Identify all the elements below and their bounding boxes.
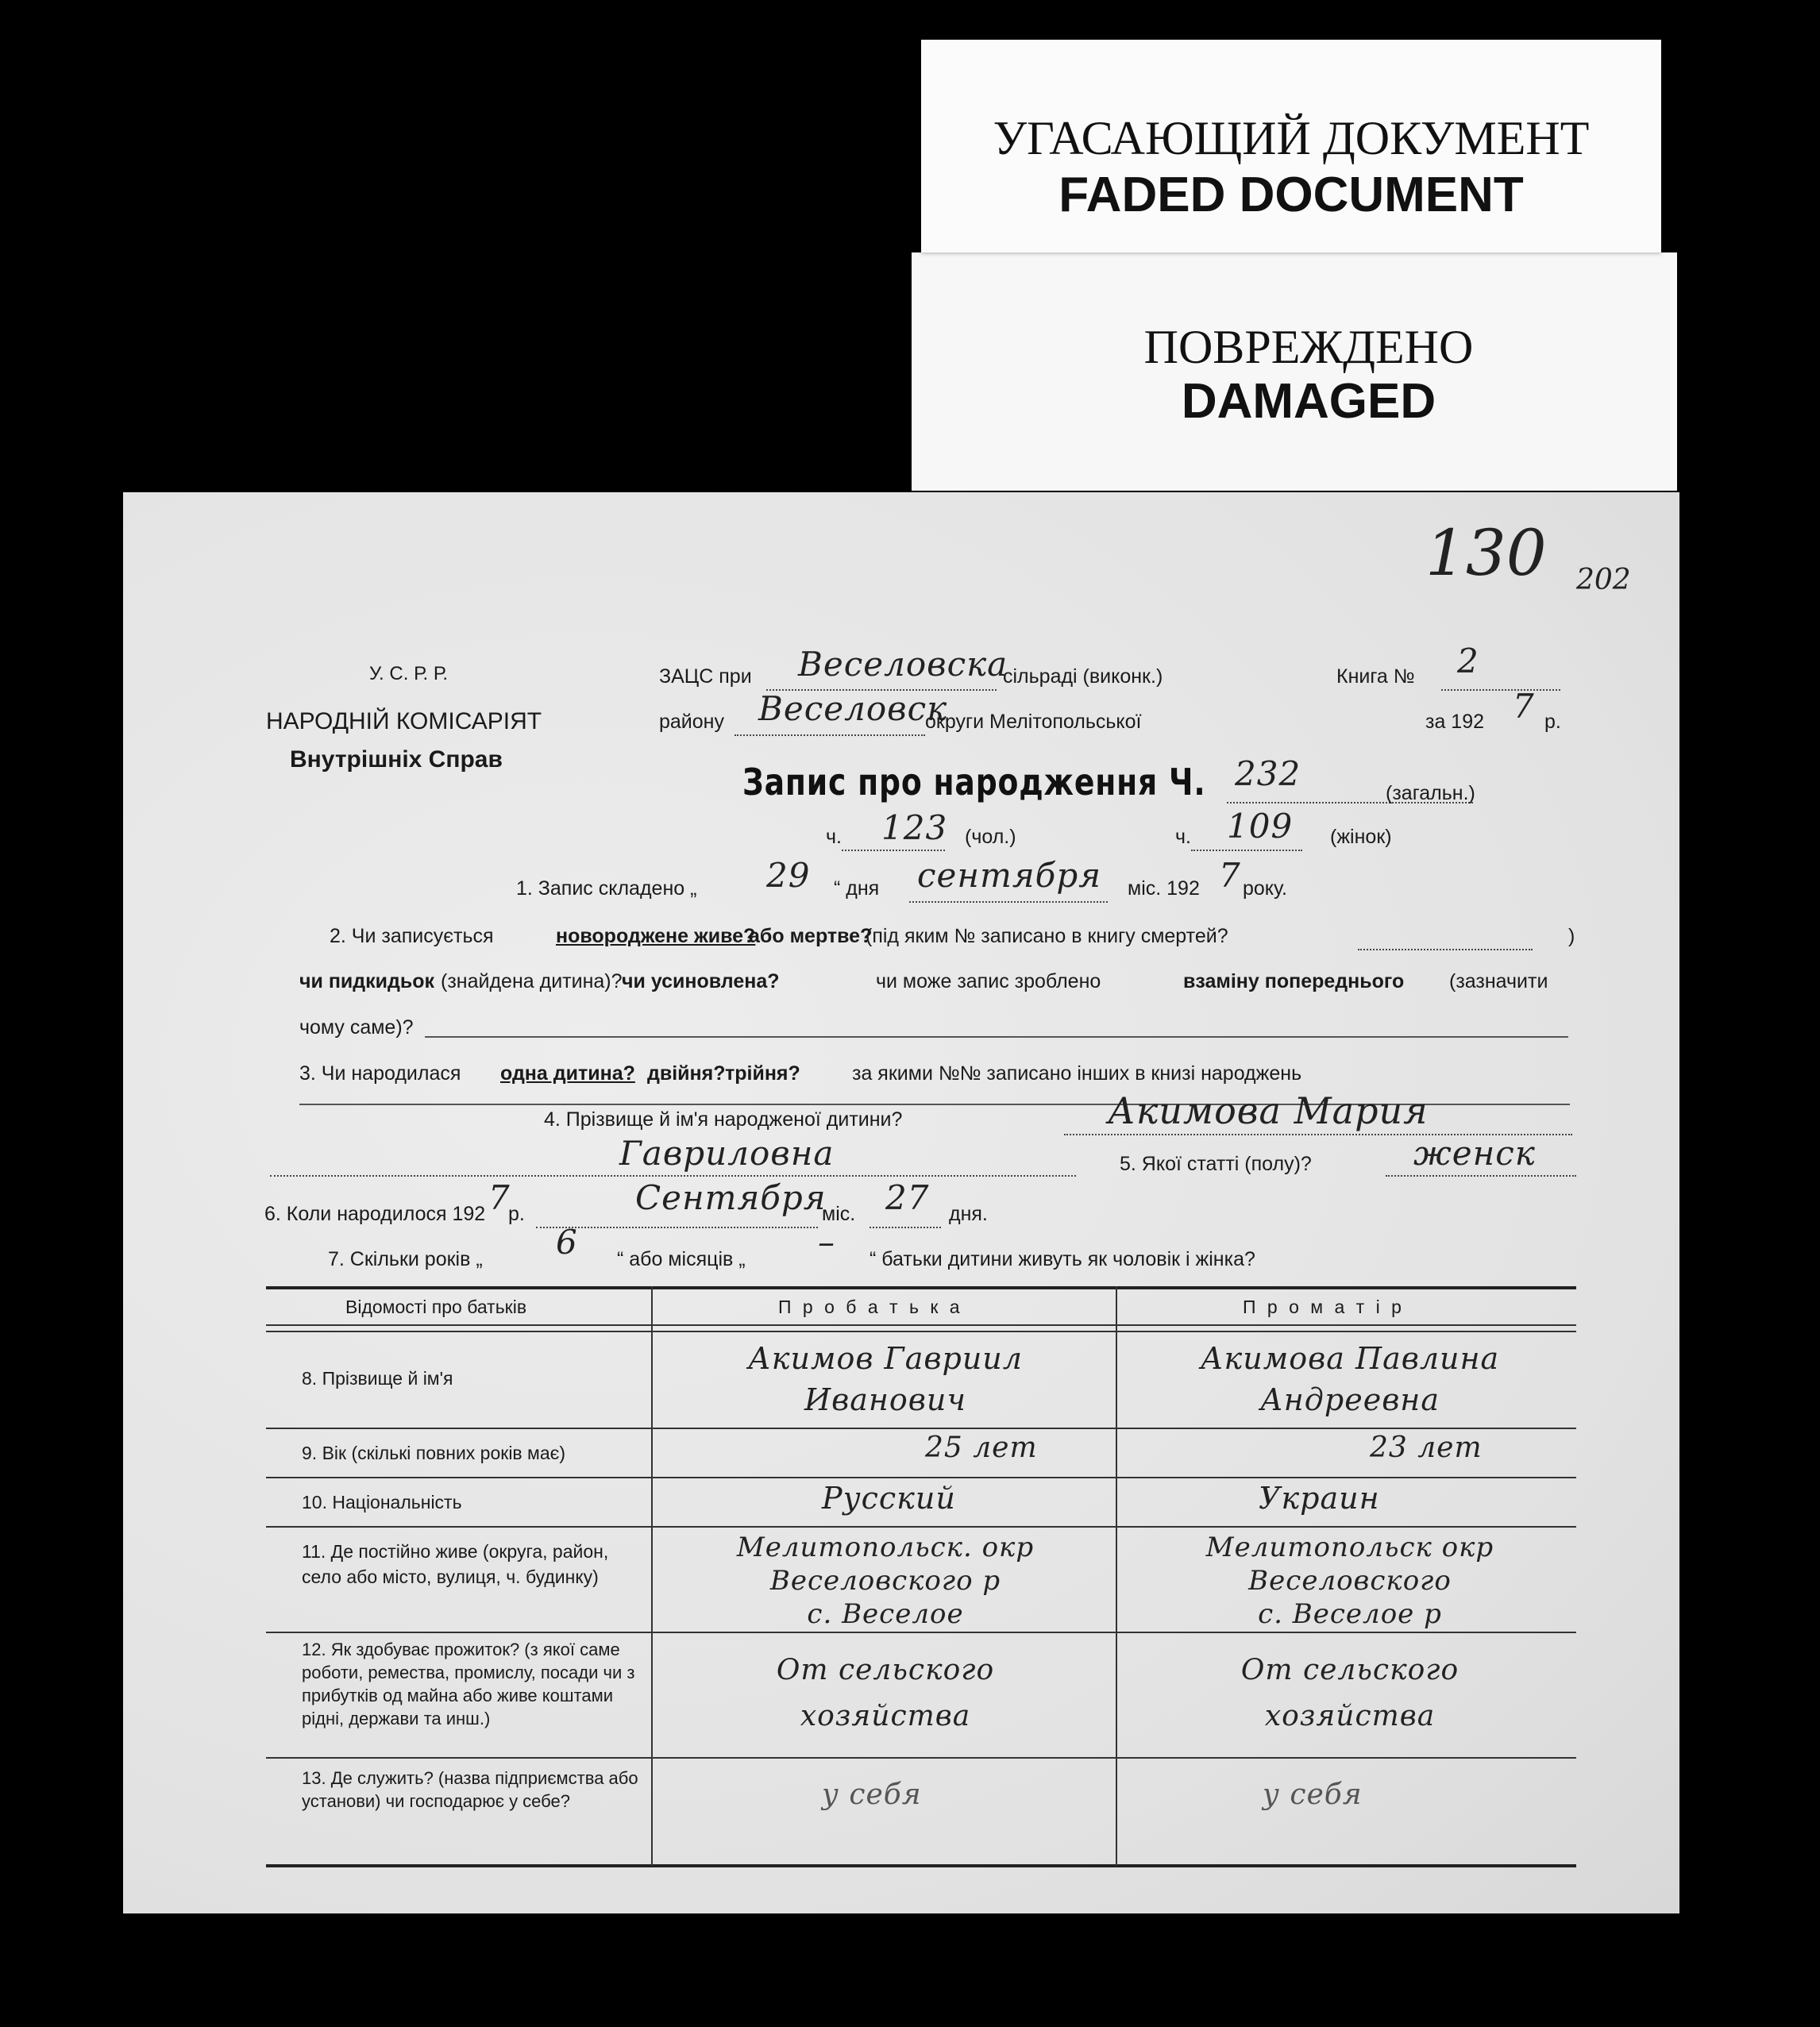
q1-mid: “ дня: [834, 877, 880, 900]
archive-number-small: 202: [1576, 564, 1631, 596]
total-label: (загальн.): [1386, 782, 1475, 804]
father-workplace: у себя: [822, 1778, 922, 1811]
q6-end: дня.: [949, 1203, 988, 1225]
mother-nationality: Украин: [1259, 1481, 1380, 1516]
q6-month: Сентября: [635, 1178, 827, 1217]
parents-table: [266, 1286, 1576, 1866]
zags-prefix: ЗАЦС при: [659, 665, 752, 688]
damaged-label-en: DAMAGED: [1181, 374, 1436, 429]
table-row-label: 11. Де постійно живе (округа, район, село або місто, вулиця, ч. будинку): [302, 1541, 609, 1587]
mother-age: 23 лет: [1370, 1432, 1483, 1464]
district-prefix: району: [659, 711, 724, 733]
q2-a: 2. Чи записується: [330, 925, 494, 947]
q2-maybe: чи може запис зроблено: [876, 970, 1101, 992]
father-name: Акимов Гавриил Иванович: [748, 1341, 1023, 1417]
q2-instead: взаміну попереднього: [1183, 970, 1405, 992]
q2-why: чому саме)?: [299, 1016, 414, 1039]
faded-label-en: FADED DOCUMENT: [1058, 168, 1524, 222]
q2-c: або мертве?: [749, 925, 873, 947]
q7-months: –: [818, 1223, 835, 1262]
header-ussr: У. С. Р. Р.: [369, 663, 449, 684]
q1-suffix: міс. 192: [1128, 877, 1200, 900]
female-prefix: ч.: [1175, 826, 1191, 848]
q3-e: за якими №№ записано інших в книзі народжень: [852, 1062, 1302, 1085]
father-livelihood: От сельского хозяйства: [776, 1654, 995, 1732]
zags-value: Веселовска: [798, 645, 1008, 684]
female-count: 109: [1227, 807, 1294, 846]
q7-suffix: “ батьки дитини живуть як чоловік і жінка?: [870, 1248, 1255, 1270]
book-value: 2: [1457, 642, 1479, 680]
damaged-label: [912, 252, 1677, 491]
mother-residence: Мелитопольск окр Веселовского с. Веселое р: [1205, 1532, 1494, 1630]
female-label: (жінок): [1330, 826, 1392, 848]
q5-value: женск: [1413, 1134, 1536, 1173]
male-prefix: ч.: [826, 826, 842, 848]
q3-a: 3. Чи народилася: [299, 1062, 461, 1085]
q6-mis: міс.: [822, 1203, 856, 1225]
q3-single: одна дитина?: [500, 1062, 635, 1085]
table-row-label: 12. Як здобуває прожиток? (з якої саме роботи, ремества, промислу, посади чи з прибутків од майна або живе коштами рідні, держави та инш.): [302, 1640, 635, 1728]
q4-value2: Гавриловна: [619, 1134, 835, 1173]
book-label: Книга №: [1336, 665, 1415, 688]
record-title: Запис про народження Ч.: [742, 761, 1206, 803]
q2-e: ): [1568, 925, 1575, 947]
q1-end: року.: [1243, 877, 1287, 900]
q3-twins: двійня?: [647, 1062, 726, 1085]
q2-specify: (зазначити: [1449, 970, 1548, 992]
q2-d: (під яким № записано в книгу смертей?: [866, 925, 1228, 947]
faded-label-ru: УГАСАЮЩИЙ ДОКУМЕНТ: [993, 112, 1590, 164]
q6-p: р.: [508, 1203, 525, 1225]
q6-year: 7: [488, 1178, 511, 1217]
table-row-label: 9. Вік (скількі повних років має): [302, 1443, 566, 1463]
year-value: 7: [1513, 687, 1535, 726]
q2-foundling: чи пидкидьок: [299, 970, 435, 992]
q4-label: 4. Прізвище й ім'я народженої дитини?: [544, 1108, 903, 1131]
table-header-mother: П р о м а т і р: [1243, 1297, 1405, 1317]
archive-number: 130: [1425, 516, 1547, 590]
district-suffix: округи Мелітопольської: [925, 711, 1142, 733]
table-row-label: 13. Де служить? (назва підприємства або установи) чи господарює у себе?: [302, 1768, 638, 1811]
q1-month: сентября: [917, 856, 1102, 895]
male-label: (чол.): [965, 826, 1016, 848]
q1-year: 7: [1219, 856, 1241, 895]
table-row-label: 8. Прізвище й ім'я: [302, 1368, 453, 1389]
q6-day: 27: [885, 1178, 930, 1217]
district-value: Веселовск: [758, 689, 948, 728]
father-residence: Мелитопольск. окр Веселовского р с. Веселое: [736, 1532, 1035, 1630]
male-count: 123: [881, 808, 948, 847]
father-nationality: Русский: [822, 1481, 956, 1516]
birth-record-card: [123, 492, 1679, 1913]
q1-day: 29: [766, 856, 811, 895]
q2-found-child: (знайдена дитина)?: [441, 970, 623, 992]
q1-prefix: 1. Запис складено „: [516, 877, 697, 900]
damaged-label-ru: ПОВРЕЖДЕНО: [1143, 321, 1474, 373]
q6-prefix: 6. Коли народилося 192: [264, 1203, 486, 1225]
record-number: 232: [1235, 754, 1301, 793]
header-commissariat: НАРОДНІЙ КОМІСАРІЯТ: [266, 708, 542, 734]
q2-b: новороджене живе?: [556, 925, 756, 947]
q2-adopted: чи усиновлена?: [622, 970, 780, 992]
year-suffix: р.: [1544, 711, 1561, 733]
table-header-info: Відомості про батьків: [345, 1297, 527, 1317]
zags-suffix: сільраді (виконк.): [1003, 665, 1163, 688]
q5-label: 5. Якої статті (полу)?: [1120, 1153, 1312, 1175]
header-internal-affairs: Внутрішніх Справ: [290, 746, 503, 773]
q4-value1: Акимова Мария: [1108, 1089, 1429, 1132]
father-age: 25 лет: [925, 1432, 1038, 1464]
table-row-label: 10. Національність: [302, 1492, 462, 1513]
faded-label: [921, 40, 1661, 252]
q7-mid: “ або місяців „: [617, 1248, 746, 1270]
q7-years: 6: [556, 1223, 578, 1262]
mother-name: Акимова Павлина Андреевна: [1200, 1341, 1500, 1417]
q3-triplets: трійня?: [725, 1062, 800, 1085]
mother-livelihood: От сельского хозяйства: [1240, 1654, 1459, 1732]
table-header-father: П р о б а т ь к а: [778, 1297, 963, 1317]
mother-workplace: у себя: [1263, 1778, 1363, 1811]
year-prefix: за 192: [1425, 711, 1485, 733]
q7-prefix: 7. Скільки років „: [328, 1248, 483, 1270]
